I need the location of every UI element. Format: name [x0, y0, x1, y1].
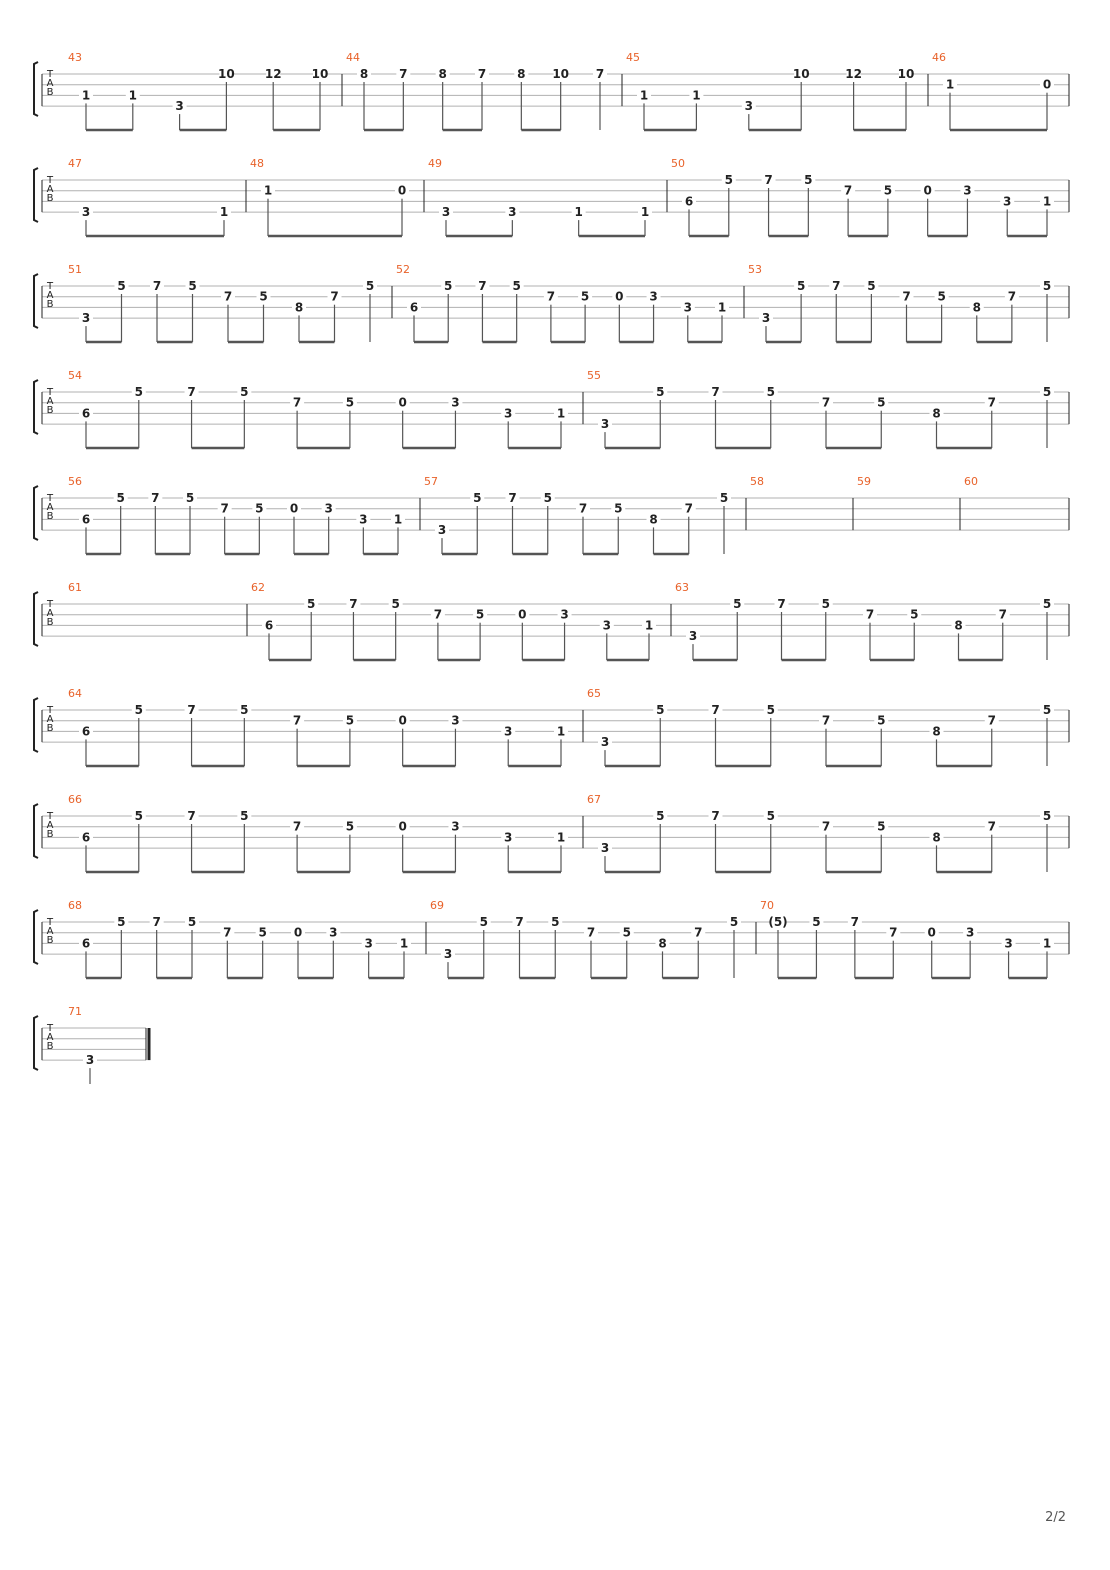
- fret-number: 6: [81, 830, 91, 845]
- fret-number: 7: [223, 925, 232, 940]
- fret-number: 1: [640, 205, 650, 220]
- fret-number: 7: [777, 597, 786, 611]
- fret-number: 5: [185, 491, 195, 505]
- measure-number: 65: [587, 687, 601, 700]
- fret-number: 5: [821, 597, 830, 611]
- fret-number: 5: [473, 491, 482, 505]
- fret-number: 5: [391, 597, 400, 611]
- fret-number: 7: [889, 925, 898, 940]
- measure-number: 43: [68, 51, 82, 64]
- tab-clef-letter: T: [46, 917, 54, 928]
- fret-number: 5: [444, 279, 453, 293]
- fret-number: 5: [475, 607, 485, 622]
- tab-clef-letter: T: [46, 599, 54, 610]
- tab-clef-letter: A: [46, 396, 54, 407]
- fret-number: (5): [768, 915, 788, 929]
- tab-clef-letter: B: [46, 617, 54, 628]
- fret-number: 7: [595, 67, 605, 81]
- fret-number: 5: [188, 279, 197, 293]
- fret-number: 1: [556, 830, 566, 845]
- fret-number: 7: [711, 809, 720, 823]
- fret-number: 1: [219, 205, 229, 220]
- fret-number: 7: [764, 173, 773, 187]
- fret-number: 1: [1042, 194, 1052, 209]
- fret-number: 3: [560, 607, 569, 622]
- fret-number: 3: [602, 618, 611, 633]
- fret-number: 3: [364, 936, 373, 951]
- measure-number: 47: [68, 157, 82, 170]
- fret-number: 8: [294, 300, 304, 315]
- fret-number: 5: [883, 183, 893, 198]
- tab-clef-letter: A: [46, 714, 54, 725]
- fret-number: 1: [393, 512, 403, 527]
- tab-clef-letter: T: [46, 69, 54, 80]
- fret-number: 8: [517, 67, 526, 81]
- fret-number: 12: [264, 67, 282, 81]
- fret-number: 8: [972, 300, 981, 315]
- tab-clef-letter: B: [46, 723, 54, 734]
- tab-clef-letter: B: [46, 193, 54, 204]
- fret-number: 7: [433, 607, 443, 622]
- fret-number: 1: [263, 183, 273, 198]
- system-bracket: [34, 592, 38, 646]
- fret-number: 7: [187, 703, 196, 717]
- fret-number: 3: [600, 841, 610, 856]
- fret-number: 5: [867, 279, 876, 293]
- fret-number: 8: [954, 618, 963, 633]
- fret-number: 1: [644, 618, 654, 633]
- system-bracket: [34, 486, 38, 540]
- system-bracket: [34, 62, 38, 116]
- fret-number: 8: [359, 67, 369, 81]
- fret-number: 7: [987, 819, 996, 834]
- fret-number: 1: [81, 88, 91, 103]
- fret-number: 5: [307, 597, 316, 611]
- measure-number: 69: [430, 899, 444, 912]
- fret-number: 5: [622, 925, 631, 940]
- fret-number: 8: [649, 512, 658, 527]
- fret-number: 7: [711, 703, 720, 717]
- fret-number: 3: [683, 300, 692, 315]
- measure-number: 49: [428, 157, 442, 170]
- fret-number: 7: [578, 501, 588, 516]
- fret-number: 7: [821, 819, 831, 834]
- fret-number: 3: [443, 947, 453, 962]
- fret-number: 3: [600, 417, 610, 432]
- fret-number: 8: [932, 830, 941, 845]
- fret-number: 5: [729, 915, 739, 929]
- fret-number: 3: [441, 205, 451, 220]
- fret-number: 5: [512, 279, 521, 293]
- fret-number: 0: [398, 819, 407, 834]
- fret-number: 1: [399, 936, 409, 951]
- fret-number: 8: [932, 406, 941, 421]
- fret-number: 5: [910, 607, 919, 622]
- tab-clef-letter: A: [46, 184, 54, 195]
- system-bracket: [34, 698, 38, 752]
- fret-number: 7: [187, 385, 196, 399]
- fret-number: 1: [1042, 936, 1052, 951]
- tab-clef-letter: T: [46, 387, 54, 398]
- fret-number: 3: [1003, 194, 1012, 209]
- fret-number: 5: [766, 385, 775, 399]
- tab-clef-letter: T: [46, 705, 54, 716]
- fret-number: 8: [438, 67, 447, 81]
- fret-number: 1: [128, 88, 137, 103]
- fret-number: 7: [478, 279, 487, 293]
- fret-number: 0: [923, 183, 932, 198]
- fret-number: 7: [399, 67, 408, 81]
- fret-number: 6: [684, 194, 694, 209]
- fret-number: 3: [761, 311, 771, 326]
- measure-number: 61: [68, 581, 82, 594]
- fret-number: 3: [324, 501, 333, 516]
- tab-clef-letter: B: [46, 1041, 54, 1052]
- fret-number: 3: [175, 99, 184, 114]
- fret-number: 7: [987, 713, 996, 728]
- fret-number: 3: [81, 205, 91, 220]
- fret-number: 0: [518, 607, 527, 622]
- fret-number: 5: [187, 915, 197, 929]
- fret-number: 5: [1042, 809, 1052, 823]
- measure-number: 68: [68, 899, 82, 912]
- measure-number: 51: [68, 263, 82, 276]
- fret-number: 7: [152, 279, 162, 293]
- tab-clef-letter: A: [46, 78, 54, 89]
- measure-number: 59: [857, 475, 871, 488]
- fret-number: 5: [240, 703, 249, 717]
- fret-number: 5: [258, 925, 267, 940]
- fret-number: 5: [117, 915, 126, 929]
- fret-number: 5: [345, 395, 355, 410]
- tab-clef-letter: T: [46, 811, 54, 822]
- fret-number: 3: [359, 512, 368, 527]
- page-number: 2/2: [1045, 1510, 1066, 1525]
- fret-number: 7: [821, 713, 831, 728]
- fret-number: 5: [766, 703, 775, 717]
- measure-number: 50: [671, 157, 685, 170]
- fret-number: 7: [187, 809, 196, 823]
- tab-clef-letter: T: [46, 175, 54, 186]
- measure-number: 64: [68, 687, 82, 700]
- fret-number: 8: [932, 724, 941, 739]
- fret-number: 1: [556, 724, 566, 739]
- measure-number: 70: [760, 899, 774, 912]
- measure-number: 57: [424, 475, 438, 488]
- fret-number: 10: [552, 67, 570, 81]
- fret-number: 7: [850, 915, 860, 929]
- fret-number: 7: [151, 491, 160, 505]
- fret-number: 5: [240, 809, 249, 823]
- tab-clef-letter: B: [46, 935, 54, 946]
- system-bracket: [34, 804, 38, 858]
- measure-number: 56: [68, 475, 82, 488]
- measure-number: 48: [250, 157, 264, 170]
- fret-number: 3: [504, 406, 513, 421]
- fret-number: 5: [1042, 703, 1052, 717]
- fret-number: 3: [437, 523, 447, 538]
- tab-clef-letter: B: [46, 299, 54, 310]
- fret-number: 5: [134, 385, 143, 399]
- tab-clef-letter: A: [46, 502, 54, 513]
- fret-number: 3: [688, 629, 698, 644]
- fret-number: 5: [345, 713, 355, 728]
- fret-number: 1: [717, 300, 727, 315]
- fret-number: 5: [1042, 597, 1052, 611]
- fret-number: 0: [289, 501, 299, 516]
- fret-number: 5: [766, 809, 775, 823]
- tab-clef-letter: B: [46, 405, 54, 416]
- fret-number: 5: [116, 491, 125, 505]
- fret-number: 7: [694, 925, 703, 940]
- fret-number: 1: [639, 88, 649, 103]
- fret-number: 3: [451, 395, 460, 410]
- fret-number: 3: [81, 311, 91, 326]
- fret-number: 7: [1007, 289, 1017, 304]
- fret-number: 1: [945, 77, 955, 92]
- fret-number: 5: [877, 395, 886, 410]
- fret-number: 10: [897, 67, 915, 81]
- fret-number: 3: [744, 99, 753, 114]
- measure-number: 62: [251, 581, 265, 594]
- tab-clef-letter: B: [46, 511, 54, 522]
- fret-number: 5: [117, 279, 126, 293]
- measure-number: 54: [68, 369, 82, 382]
- fret-number: 6: [81, 406, 91, 421]
- fret-number: 5: [656, 703, 665, 717]
- fret-number: 3: [600, 735, 610, 750]
- fret-number: 7: [684, 501, 693, 516]
- fret-number: 10: [311, 67, 329, 81]
- fret-number: 7: [843, 183, 853, 198]
- fret-number: 7: [586, 925, 596, 940]
- fret-number: 0: [927, 925, 936, 940]
- fret-number: 7: [220, 501, 229, 516]
- fret-number: 6: [81, 936, 91, 951]
- measure-number: 52: [396, 263, 410, 276]
- tab-clef-letter: A: [46, 290, 54, 301]
- measure-number: 58: [750, 475, 764, 488]
- tab-clef-letter: B: [46, 87, 54, 98]
- fret-number: 5: [812, 915, 821, 929]
- fret-number: 3: [504, 830, 513, 845]
- measure-number: 46: [932, 51, 946, 64]
- measure-number: 44: [346, 51, 360, 64]
- system-bracket: [34, 168, 38, 222]
- tab-clef-letter: A: [46, 1032, 54, 1043]
- measure-number: 67: [587, 793, 601, 806]
- fret-number: 0: [1042, 77, 1052, 92]
- fret-number: 5: [733, 597, 742, 611]
- fret-number: 5: [580, 289, 590, 304]
- system-bracket: [34, 1016, 38, 1070]
- tab-clef-letter: B: [46, 829, 54, 840]
- fret-number: 7: [152, 915, 161, 929]
- fret-number: 5: [877, 713, 886, 728]
- fret-number: 0: [293, 925, 303, 940]
- fret-number: 3: [508, 205, 517, 220]
- fret-number: 8: [658, 936, 667, 951]
- tab-clef-letter: T: [46, 493, 54, 504]
- fret-number: 0: [398, 713, 407, 728]
- fret-number: 7: [711, 385, 720, 399]
- fret-number: 7: [477, 67, 487, 81]
- fret-number: 6: [264, 618, 274, 633]
- fret-number: 5: [365, 279, 375, 293]
- fret-number: 7: [865, 607, 875, 622]
- measure-number: 53: [748, 263, 762, 276]
- system-bracket: [34, 274, 38, 328]
- fret-number: 5: [656, 809, 665, 823]
- system-bracket: [34, 910, 38, 964]
- fret-number: 5: [134, 809, 143, 823]
- fret-number: 5: [479, 915, 488, 929]
- fret-number: 5: [1042, 385, 1052, 399]
- fret-number: 5: [656, 385, 665, 399]
- measure-number: 71: [68, 1005, 82, 1018]
- measure-number: 66: [68, 793, 82, 806]
- fret-number: 7: [832, 279, 841, 293]
- fret-number: 5: [877, 819, 886, 834]
- fret-number: 7: [515, 915, 524, 929]
- fret-number: 6: [81, 512, 91, 527]
- fret-number: 7: [546, 289, 556, 304]
- tab-clef-letter: A: [46, 820, 54, 831]
- fret-number: 5: [724, 173, 733, 187]
- fret-number: 3: [329, 925, 338, 940]
- fret-number: 5: [551, 915, 560, 929]
- fret-number: 5: [259, 289, 268, 304]
- fret-number: 0: [398, 395, 407, 410]
- tab-clef-letter: T: [46, 1023, 54, 1034]
- fret-number: 3: [963, 183, 972, 198]
- fret-number: 7: [292, 395, 302, 410]
- system-bracket: [34, 380, 38, 434]
- fret-number: 0: [397, 183, 407, 198]
- fret-number: 7: [508, 491, 517, 505]
- fret-number: 6: [81, 724, 91, 739]
- measure-number: 55: [587, 369, 601, 382]
- fret-number: 0: [615, 289, 624, 304]
- fret-number: 5: [255, 501, 264, 516]
- fret-number: 5: [614, 501, 623, 516]
- fret-number: 5: [240, 385, 249, 399]
- measure-number: 60: [964, 475, 978, 488]
- fret-number: 7: [902, 289, 911, 304]
- tab-clef-letter: A: [46, 608, 54, 619]
- fret-number: 7: [330, 289, 339, 304]
- fret-number: 5: [804, 173, 813, 187]
- fret-number: 10: [218, 67, 235, 81]
- fret-number: 3: [504, 724, 513, 739]
- fret-number: 5: [1042, 279, 1052, 293]
- fret-number: 10: [792, 67, 810, 81]
- fret-number: 7: [292, 819, 302, 834]
- fret-number: 5: [345, 819, 355, 834]
- fret-number: 7: [349, 597, 358, 611]
- fret-number: 3: [451, 819, 460, 834]
- fret-number: 6: [409, 300, 419, 315]
- measure-number: 63: [675, 581, 689, 594]
- measure-number: 45: [626, 51, 640, 64]
- fret-number: 5: [937, 289, 946, 304]
- fret-number: 12: [845, 67, 862, 81]
- fret-number: 7: [998, 607, 1007, 622]
- fret-number: 7: [821, 395, 831, 410]
- fret-number: 7: [223, 289, 233, 304]
- fret-number: 3: [1004, 936, 1013, 951]
- fret-number: 3: [451, 713, 460, 728]
- fret-number: 5: [543, 491, 552, 505]
- fret-number: 5: [134, 703, 143, 717]
- tab-clef-letter: T: [46, 281, 54, 292]
- fret-number: 3: [85, 1053, 95, 1068]
- fret-number: 3: [965, 925, 975, 940]
- fret-number: 1: [692, 88, 701, 103]
- fret-number: 1: [574, 205, 583, 220]
- fret-number: 5: [796, 279, 806, 293]
- fret-number: 7: [987, 395, 996, 410]
- tab-clef-letter: A: [46, 926, 54, 937]
- fret-number: 3: [649, 289, 658, 304]
- fret-number: 1: [556, 406, 566, 421]
- fret-number: 7: [292, 713, 302, 728]
- fret-number: 5: [719, 491, 729, 505]
